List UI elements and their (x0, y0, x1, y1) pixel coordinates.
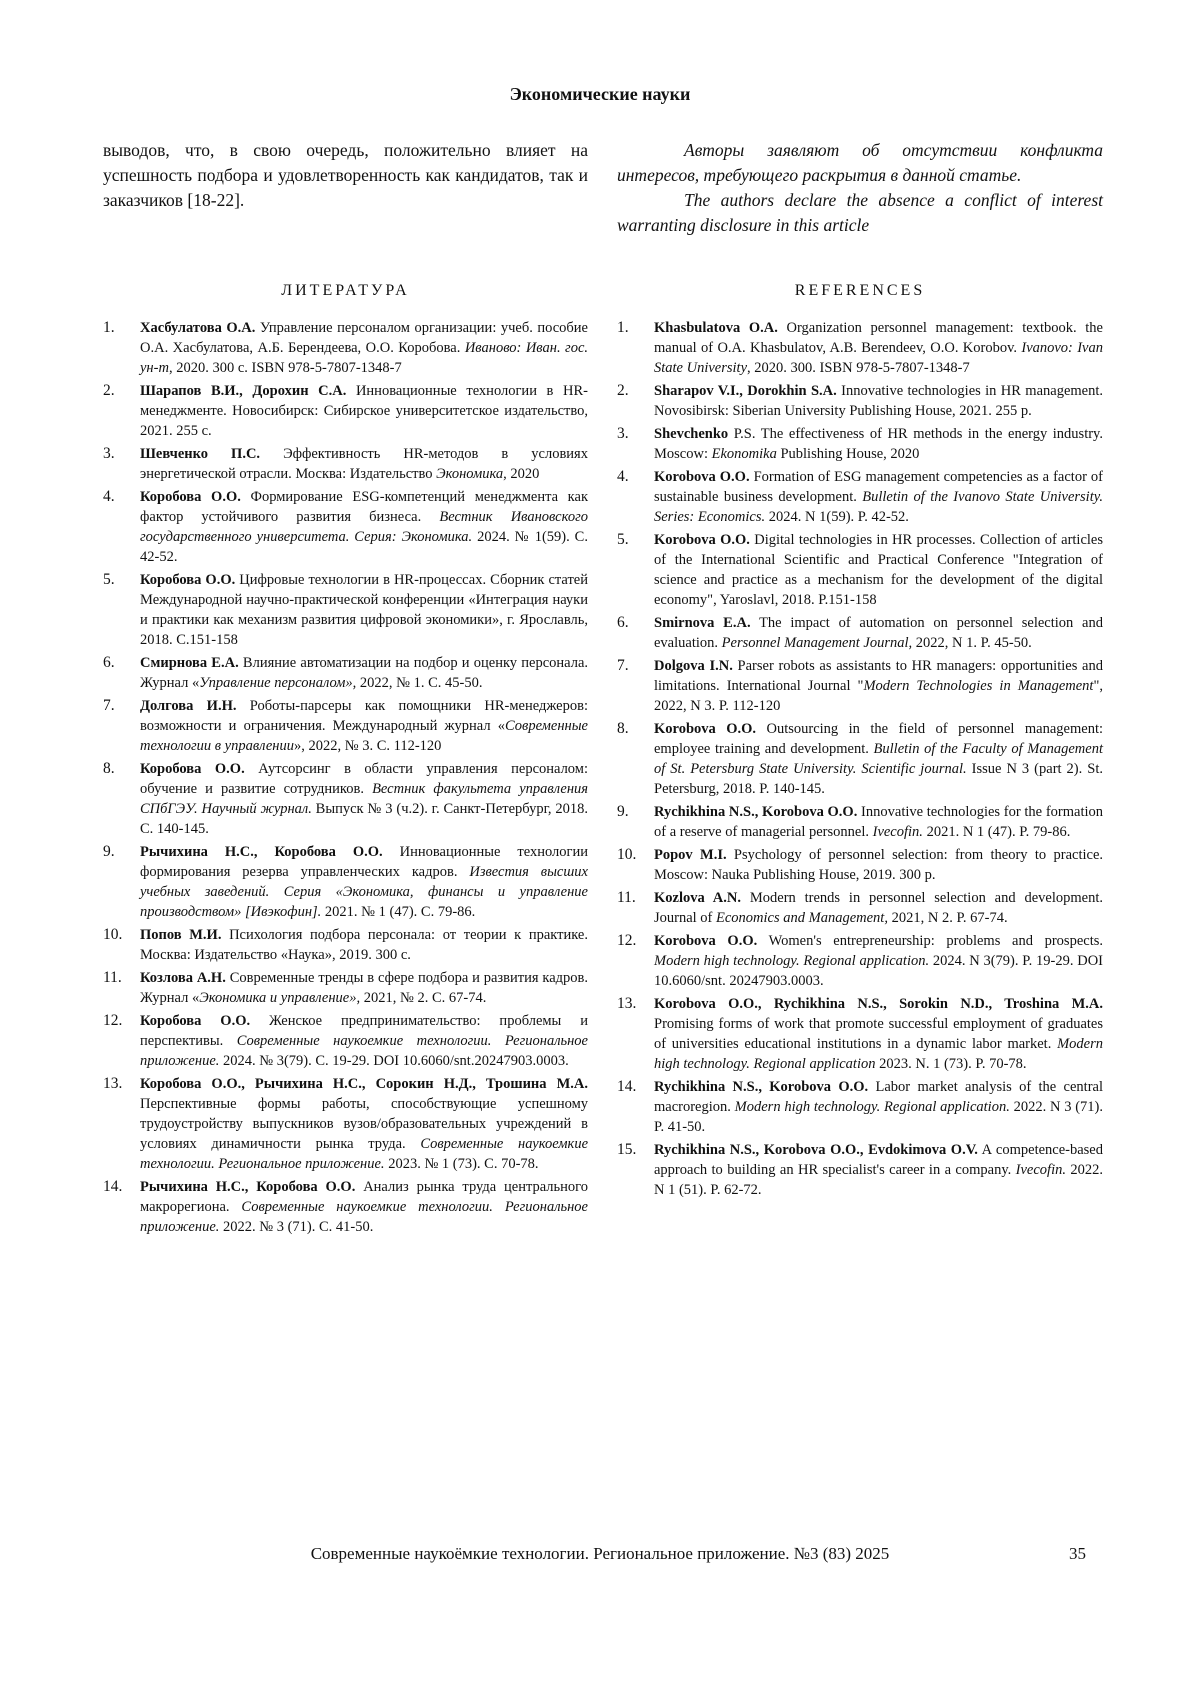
reference-item (103, 653, 588, 693)
reference-text: A competence-based approach to building an HR specialist's career in a company. (654, 1142, 1103, 1178)
reference-authors: Korobova O.O., Rychikhina N.S., Sorokin N.D., Troshina M.A. (654, 996, 1103, 1012)
reference-text: P.S. The effectiveness of HR methods in the energy industry. Moscow: (654, 426, 1103, 462)
running-header: Экономические науки (509, 84, 691, 104)
reference-text: Women's entrepreneurship: problems and prospects. (757, 933, 1103, 949)
reference-source: Вестник Ивановского государственного университета. Серия: Экономика. (140, 509, 588, 545)
reference-text: Labor market analysis of the central macroregion. (654, 1079, 1103, 1115)
reference-text: Женское предпринимательство: проблемы и перспективы. (140, 1013, 588, 1049)
reference-authors: Rychikhina N.S., Korobova O.O., Evdokimova O.V. (654, 1142, 978, 1158)
reference-source: Modern high technology. Regional application (654, 1036, 1103, 1072)
reference-text: Анализ рынка труда центрального макрорегиона. (140, 1179, 588, 1215)
reference-item (617, 931, 1103, 991)
reference-item (617, 1077, 1103, 1137)
reference-authors: Sharapov V.I., Dorokhin S.A. (654, 383, 837, 399)
reference-text: Аутсорсинг в области управления персоналом: обучение и развитие сотрудников. (140, 761, 588, 797)
reference-number: 2. (103, 382, 115, 399)
reference-authors: Korobova O.O. (654, 933, 758, 949)
reference-number: 12. (103, 1012, 123, 1029)
reference-details: 2022, N 1. P. 45-50. (912, 635, 1032, 651)
reference-authors: Khasbulatova O.A. (654, 320, 778, 336)
reference-authors: Коробова О.О. (140, 572, 236, 588)
reference-number: 12. (617, 932, 637, 949)
reference-source: Современные технологии в управлении (140, 718, 588, 754)
reference-details: Publishing House, 2020 (776, 446, 920, 462)
reference-details: Issue N 3 (part 2). St. Petersburg, 2018. P. 140-145. (654, 761, 1103, 797)
intro-paragraph: выводов, что, в свою очередь, положительно влияет на успешность подбора и удовлетворенность как кандидатов, так и заказчиков [18-22]. (103, 140, 588, 210)
reference-number: 2. (617, 382, 629, 399)
reference-authors: Korobova O.O. (654, 532, 750, 548)
reference-details: 2024. № 1(59). С. 42-52. (140, 529, 588, 565)
reference-item (103, 925, 588, 965)
reference-source: Современные наукоемкие технологии. Региональное приложение. (140, 1136, 589, 1172)
reference-authors: Popov M.I. (654, 847, 727, 863)
reference-authors: Хасбулатова О.А. (140, 320, 256, 336)
reference-source: Современные наукоемкие технологии. Региональное приложение. (140, 1199, 588, 1235)
reference-item (617, 467, 1103, 527)
reference-text: Innovative technologies for the formation of a reserve of managerial personnel. (654, 804, 1104, 840)
reference-number: 9. (617, 803, 629, 820)
reference-text: Digital technologies in HR processes. Collection of articles of the International Scientific and Practical Conference "Integration of science and practice as a mechanism for the development of the digital economy", Yaroslavl, 2018. P.151-158 (654, 532, 1103, 608)
reference-number: 6. (617, 614, 629, 631)
reference-authors: Долгова И.Н. (140, 698, 237, 714)
reference-source: Известия высших учебных заведений. Серия «Экономика, финансы и управление производством» [Ивэкофин]. (140, 864, 588, 920)
reference-source: Ivanovo: Ivan State University (654, 340, 1103, 376)
reference-authors: Коробова О.О. (140, 1013, 251, 1029)
reference-details: Выпуск № 3 (ч.2). г. Санкт-Петербург, 2018. С. 140-145. (140, 801, 588, 837)
reference-item (617, 802, 1103, 842)
reference-details: », 2022, № 3. С. 112-120 (293, 738, 442, 754)
reference-details: 2023. N. 1 (73). P. 70-78. (875, 1056, 1027, 1072)
reference-details: 2021, N 2. P. 67-74. (887, 910, 1008, 926)
reference-source: Вестник факультета управления СПбГЭУ. Научный журнал. (140, 781, 588, 817)
reference-number: 7. (103, 697, 115, 714)
reference-details: , 2020 (503, 466, 540, 482)
reference-authors: Shevchenko (654, 426, 729, 442)
reference-item (103, 842, 588, 922)
reference-item (617, 1140, 1103, 1200)
reference-number: 3. (617, 425, 629, 442)
reference-number: 15. (617, 1141, 637, 1158)
reference-text: Formation of ESG management competencies as a factor of sustainable business development. (654, 469, 1103, 505)
reference-item (103, 759, 588, 839)
disclosure-ru: Авторы заявляют об отсутствии конфликта интересов, требующего раскрытия в данной статье. (617, 140, 1103, 185)
reference-item (617, 845, 1103, 885)
reference-authors: Dolgova I.N. (654, 658, 733, 674)
reference-number: 4. (617, 468, 629, 485)
reference-number: 4. (103, 488, 115, 505)
reference-item (103, 696, 588, 756)
reference-text: Outsourcing in the field of personnel management: employee training and development. (654, 721, 1103, 757)
reference-text: Психология подбора персонала: от теории к практике. Москва: Издательство «Наука», 2019. 300 с. (140, 927, 588, 963)
reference-number: 14. (617, 1078, 637, 1095)
reference-details: ", 2022, N 3. P. 112-120 (654, 678, 1103, 714)
reference-details: 2022. № 3 (71). С. 41-50. (219, 1219, 374, 1235)
reference-text: Инновационные технологии формирования резерва управленческих кадров. (140, 844, 588, 880)
reference-item (617, 656, 1103, 716)
reference-number: 9. (103, 843, 115, 860)
reference-number: 8. (617, 720, 629, 737)
literature-heading: ЛИТЕРАТУРА (281, 282, 410, 299)
reference-item (103, 1011, 588, 1071)
reference-text: Promising forms of work that promote successful employment of graduates of universities educational institutions in a dynamic labor market. (654, 1016, 1103, 1052)
reference-number: 6. (103, 654, 115, 671)
conflict-of-interest-statement (617, 138, 1103, 238)
reference-authors: Kozlova A.N. (654, 890, 741, 906)
reference-authors: Смирнова Е.А. (140, 655, 239, 671)
reference-text: Инновационные технологии в HR-менеджменте. Новосибирск: Сибирское университетское издательство, 2021. 255 с. (140, 383, 588, 439)
reference-authors: Rychikhina N.S., Korobova O.O. (654, 804, 858, 820)
reference-number: 10. (617, 846, 637, 863)
reference-authors: Коробова О.О., Рычихина Н.С., Сорокин Н.Д., Трошина М.А. (140, 1076, 588, 1092)
reference-details: 2022, № 1. С. 45-50. (356, 675, 483, 691)
reference-source: Ivecofin. (872, 824, 923, 840)
references-heading: REFERENCES (794, 282, 926, 299)
reference-number: 13. (617, 995, 637, 1012)
reference-text: The impact of automation on personnel selection and evaluation. (654, 615, 1103, 651)
reference-details: 2021. N 1 (47). P. 79-86. (922, 824, 1071, 840)
reference-item (103, 318, 588, 378)
reference-item (617, 613, 1103, 653)
reference-authors: Шевченко П.С. (140, 446, 261, 462)
reference-source: Modern Technologies in Management (863, 678, 1094, 694)
reference-item (617, 530, 1103, 610)
reference-number: 5. (103, 571, 115, 588)
reference-authors: Попов М.И. (140, 927, 222, 943)
reference-authors: Smirnova E.A. (654, 615, 751, 631)
reference-item (103, 487, 588, 567)
reference-source: Modern high technology. Regional application. (654, 953, 930, 969)
reference-source: Bulletin of the Ivanovo State University. Series: Economics. (654, 489, 1103, 525)
reference-item (103, 381, 588, 441)
reference-text: Modern trends in personnel selection and development. Journal of (654, 890, 1103, 926)
reference-item (103, 1074, 588, 1174)
reference-authors: Korobova O.O. (654, 469, 750, 485)
reference-authors: Шарапов В.И., Дорохин С.А. (140, 383, 347, 399)
reference-number: 14. (103, 1178, 123, 1195)
reference-source: Управление персоналом», (199, 675, 357, 691)
reference-details: 2023. № 1 (73). С. 70-78. (384, 1156, 539, 1172)
reference-item (103, 968, 588, 1008)
reference-source: Modern high technology. Regional application. (734, 1099, 1010, 1115)
reference-details: , 2020. 300 с. ISBN 978-5-7807-1348-7 (168, 360, 402, 376)
reference-text: Innovative technologies in HR management. Novosibirsk: Siberian University Publishing House, 2021. 255 p. (654, 383, 1104, 419)
reference-authors: Коробова О.О. (140, 489, 241, 505)
reference-text: Перспективные формы работы, способствующие успешному трудоустройству выпускников вузов/образовательных учреждений в условиях динамичности рынка труда. (140, 1096, 588, 1152)
reference-authors: Рычихина Н.С., Коробова О.О. (140, 844, 383, 860)
reference-item (617, 318, 1103, 378)
reference-number: 8. (103, 760, 115, 777)
reference-source: Personnel Management Journal, (721, 635, 913, 651)
reference-item (617, 888, 1103, 928)
reference-text: Современные тренды в сфере подбора и развития кадров. Журнал « (140, 970, 588, 1006)
journal-footer: Современные наукоёмкие технологии. Региональное приложение. №3 (83) 2025 (310, 1544, 890, 1563)
reference-text: Управление персоналом организации: учеб. пособие О.А. Хасбулатова, А.Б. Берендеева, О.О. Коробова. (140, 320, 588, 356)
reference-text: Organization personnel management: textbook. the manual of O.A. Khasbulatov, A.B. Berendeev, O.O. Korobov. (654, 320, 1103, 356)
reference-authors: Коробова О.О. (140, 761, 245, 777)
reference-number: 5. (617, 531, 629, 548)
reference-details: 2024. № 3(79). С. 19-29. DOI 10.6060/snt.20247903.0003. (219, 1053, 569, 1069)
reference-text: Цифровые технологии в HR-процессах. Сборник статей Международной научно-практической конференции «Интеграция науки и практики как механизм развития цифровой экономики», г. Ярославль, 2018. С.151-158 (140, 572, 588, 648)
reference-item (617, 381, 1103, 421)
reference-number: 11. (103, 969, 122, 986)
reference-authors: Korobova O.O. (654, 721, 757, 737)
reference-number: 3. (103, 445, 115, 462)
reference-authors: Рычихина Н.С., Коробова О.О. (140, 1179, 356, 1195)
reference-item (103, 570, 588, 650)
references-list (617, 318, 1103, 1203)
reference-details: 2021. № 1 (47). С. 79-86. (321, 904, 476, 920)
reference-item (617, 719, 1103, 799)
reference-source: Ekonomika (711, 446, 777, 462)
reference-text: Формирование ESG-компетенций менеджмента как фактор устойчивого развития бизнеса. (140, 489, 588, 525)
reference-details: 2024. N 3(79). P. 19-29. DOI 10.6060/snt. 20247903.0003. (654, 953, 1104, 989)
literature-list (103, 318, 588, 1240)
page-number: 35 (1069, 1544, 1086, 1563)
reference-source: Экономика (436, 466, 504, 482)
reference-authors: Rychikhina N.S., Korobova O.O. (654, 1079, 869, 1095)
reference-details: 2021, № 2. С. 67-74. (360, 990, 487, 1006)
reference-source: Современные наукоемкие технологии. Региональное приложение. (140, 1033, 588, 1069)
reference-source: Economics and Management, (716, 910, 888, 926)
reference-source: Экономика и управление», (199, 990, 361, 1006)
reference-number: 10. (103, 926, 123, 943)
disclosure-en: The authors declare the absence a conflict of interest warranting disclosure in this article (617, 190, 1103, 235)
reference-text: Эффективность HR-методов в условиях энергетической отрасли. Москва: Издательство (140, 446, 588, 482)
reference-details: 2022. N 1 (51). P. 62-72. (654, 1162, 1103, 1198)
reference-details: 2022. N 3 (71). P. 41-50. (654, 1099, 1103, 1135)
reference-text: Влияние автоматизации на подбор и оценку персонала. Журнал « (140, 655, 589, 691)
reference-source: Bulletin of the Faculty of Management of St. Petersburg State University. Scientific journal. (654, 741, 1103, 777)
reference-number: 1. (617, 319, 629, 336)
reference-details: 2024. N 1(59). P. 42-52. (765, 509, 909, 525)
reference-details: , 2020. 300. ISBN 978-5-7807-1348-7 (747, 360, 970, 376)
reference-item (617, 424, 1103, 464)
reference-text: Psychology of personnel selection: from theory to practice. Moscow: Nauka Publishing House, 2019. 300 p. (654, 847, 1103, 883)
reference-number: 7. (617, 657, 629, 674)
reference-number: 13. (103, 1075, 123, 1092)
reference-text: Parser robots as assistants to HR managers: opportunities and limitations. International Journal " (654, 658, 1103, 694)
reference-authors: Козлова А.Н. (140, 970, 226, 986)
reference-text: Роботы-парсеры как помощники HR-менеджеров: возможности и ограничения. Международный журнал « (140, 698, 588, 734)
reference-item (617, 994, 1103, 1074)
reference-number: 1. (103, 319, 115, 336)
reference-item (103, 444, 588, 484)
reference-number: 11. (617, 889, 636, 906)
reference-item (103, 1177, 588, 1237)
reference-source: Ivecofin. (1015, 1162, 1066, 1178)
reference-source: Иваново: Иван. гос. ун-т (140, 340, 589, 376)
